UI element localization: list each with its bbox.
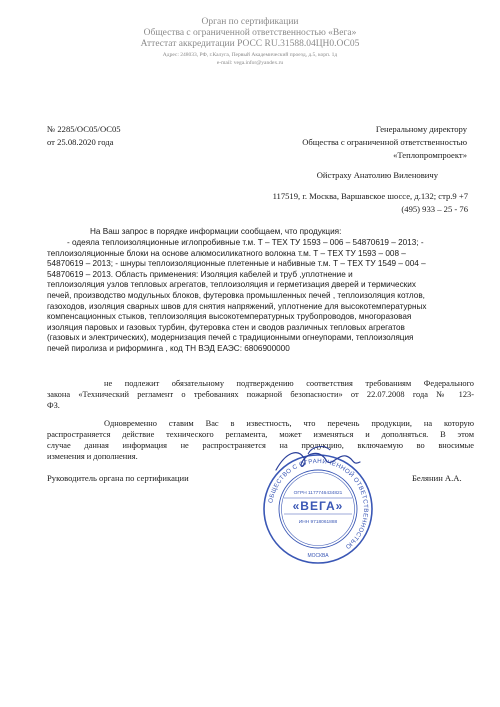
document-number: № 2285/ОС05/ОС05 [47, 124, 121, 134]
product-line: печей пиролиза и риформинга , код ТН ВЭД ЕАЭС: 6806900000 [47, 343, 290, 353]
stamp-inn: ИНН 9718061888 [298, 520, 338, 525]
product-line: печей, производство модульных блоков, футеровка промышленных печей , теплоизоляция котлов, [47, 290, 425, 300]
paragraph-line: Одновременно ставим Вас в известность, что перечень продукции, на которую [104, 419, 474, 428]
paragraph-compliance [47, 378, 474, 411]
product-line: (газовых и электрических), модернизация печей с традиционными огнеупорами, теплоизоляция [47, 333, 414, 343]
paragraph-line: не подлежит обязательному подтверждению соответствия требованиям Федерального [104, 379, 474, 388]
paragraph-line: закона «Технический регламент о требованиях пожарной безопасности» от 22.07.2008 года № 123- [47, 390, 474, 399]
product-line: изоляция паровых и газовых турбин, футеровка стен и сводов различных тепловых агрегатов [47, 322, 405, 332]
paragraph-line: случае данная информация не распространяется на продукцию, включаемую во вносимые [47, 441, 474, 450]
document-date: от 25.08.2020 года [47, 137, 114, 147]
product-line: компенсационных стыков, теплоизоляция высокотемпературных трубопроводов, многоразовая [47, 312, 412, 322]
product-line: теплоизоляционные блоки на основе алюмосиликатного волокна т.м. Т – ТЕХ ТУ 1593 – 008 – [47, 248, 406, 258]
paragraph-notice [47, 418, 474, 462]
letterhead-line-2: Общества с ограниченной ответственностью «Вега» [143, 28, 357, 38]
product-line: 54870619 – 2013; - шнуры теплоизоляционные плетенные и набивные т.м. Т – ТЕХ ТУ 1549 – 004 – [47, 259, 426, 269]
addressee-address: 117519, г. Москва, Варшавское шоссе, д.132; стр.9 +7 [272, 191, 468, 201]
letterhead-line-3: Аттестат аккредитации РОСС RU.31588.04ЦН0.ОС05 [140, 39, 360, 49]
addressee-company-name: «Теплопромпроект» [393, 150, 467, 160]
paragraph-line: распространяется действие технического регламента, может изменяться и дополняться. В этом [47, 430, 474, 439]
product-description [47, 238, 474, 355]
letterhead-address: Адрес: 248033, РФ, г.Калуга, Первый Академический проезд, д.5, корп. 1д [162, 52, 338, 58]
letterhead-email: e-mail: vega.infor@yandex.ru [216, 60, 284, 66]
signatory-name: Белянин А.А. [412, 473, 462, 483]
handwritten-signature [268, 440, 368, 480]
addressee-position: Генеральному директору [375, 124, 467, 134]
signatory-title: Руководитель органа по сертификации [47, 473, 189, 483]
product-line: газоходов, изоляция сварных швов для снятия напряжений, уплотнение для высокотемпературных [47, 301, 427, 311]
stamp-ogrn: ОГРН 1177746434821 [293, 491, 343, 496]
body-intro: На Ваш запрос в порядке информации сообщаем, что продукция: [90, 227, 342, 236]
stamp-outer-text: ОБЩЕСТВО С ОГРАНИЧЕННОЙ ОТВЕТСТВЕННОСТЬЮ [267, 457, 370, 551]
letterhead-line-1: Орган по сертификации [201, 17, 299, 27]
product-line: теплоизоляция узлов тепловых агрегатов, теплоизоляция и герметизация дверей и термических [47, 280, 416, 290]
product-line: 54870619 – 2013. Область применения: Изоляция кабелей и труб ,уплотнение и [47, 269, 353, 279]
paragraph-line: ФЗ. [47, 401, 60, 410]
stamp-city: МОСКВА [307, 553, 329, 559]
stamp-org-name: «ВЕГА» [292, 499, 344, 513]
addressee-name: Ойстраху Анатолию Виленовичу [316, 170, 438, 180]
addressee-phone: (495) 933 – 25 - 76 [401, 204, 468, 214]
paragraph-line: изменения и дополнения. [47, 452, 138, 461]
addressee-company: Общества с ограниченной ответственностью [302, 137, 467, 147]
product-line: - одеяла теплоизоляционные иглопробивные т.м. Т – ТЕХ ТУ 1593 – 006 – 54870619 – 2013; - [67, 238, 424, 247]
